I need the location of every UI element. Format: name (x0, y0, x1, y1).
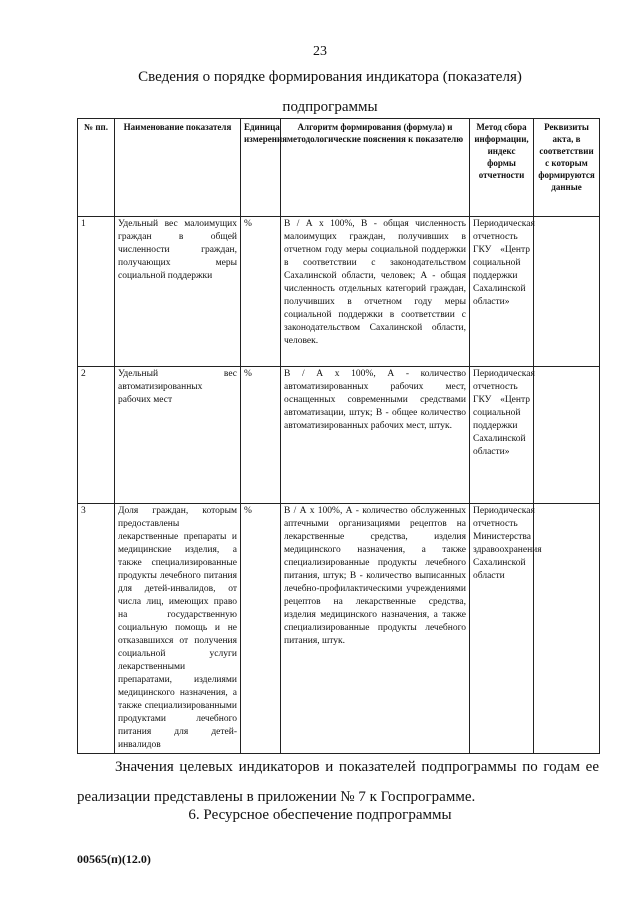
algorithm: В / А х 100%, В - общая численность малоимущих граждан, получивших в отчетном году меры социальной поддержки в соответствии с законодательством Сахалинской области, человек; А - общая численность отдельных категорий граждан, получивших в отчетном году меры социальной поддержки в соответствии с законодательством Сахалинской области, человек. (281, 217, 470, 367)
table-row (78, 504, 600, 754)
collection-method: Периодическая отчетность ГКУ «Центр социальной поддержки Сахалинской области» (470, 367, 534, 504)
indicator-name: Удельный вес автоматизированных рабочих мест (115, 367, 241, 504)
header-algorithm: Алгоритм формирования (формула) и методологические пояснения к показателю (281, 119, 470, 217)
unit: % (241, 217, 281, 367)
act-details (534, 217, 600, 367)
page-number: 23 (313, 44, 327, 59)
unit: % (241, 504, 281, 754)
header-act-details: Реквизиты акта, в соответствии с которым формируются данные (534, 119, 600, 217)
indicators-table (77, 118, 600, 754)
header-number: № пп. (78, 119, 115, 217)
section-heading: 6. Ресурсное обеспечение подпрограммы (188, 807, 452, 823)
collection-method: Периодическая отчетность Министерства здравоохранения Сахалинской области (470, 504, 534, 754)
row-number: 1 (78, 217, 115, 367)
row-number: 3 (78, 504, 115, 754)
table-row (78, 367, 600, 504)
algorithm: В / А х 100%, А - количество обслуженных аптечными организациями рецептов на лекарственные средства, изделия медицинского назначения, а также специализированные продукты лечебного питания, штук; В - количество выписанных лечебно-профилактическими учреждениями рецептов на лекарственные средства, изделия медицинского назначения, а также специализированные продукты лечебного питания, штук. (281, 504, 470, 754)
unit: % (241, 367, 281, 504)
body-paragraph: Значения целевых индикаторов и показателей подпрограммы по годам ее реализации представлены в приложении № 7 к Госпрограмме. (77, 759, 599, 805)
collection-method: Периодическая отчетность ГКУ «Центр социальной поддержки Сахалинской области» (470, 217, 534, 367)
indicator-name: Удельный вес малоимущих граждан в общей численности граждан, получающих меры социальной поддержки (115, 217, 241, 367)
indicator-name: Доля граждан, которым предоставлены лекарственные препараты и медицинские изделия, а также специализированные продукты лечебного питания для детей-инвалидов, от числа лиц, имеющих право на государственную социальную помощь и не отказавшихся от получения социальной услуги лекарственными препаратами, изделиями медицинского назначения, а также специализированными продуктами лечебного питания для детей-инвалидов (115, 504, 241, 754)
act-details (534, 504, 600, 754)
header-unit: Единица измерения (241, 119, 281, 217)
table-row (78, 217, 600, 367)
header-indicator-name: Наименование показателя (115, 119, 241, 217)
document-code: 00565(п)(12.0) (77, 852, 151, 866)
act-details (534, 367, 600, 504)
algorithm: В / А х 100%, А - количество автоматизированных рабочих мест, оснащенных современными средствами автоматизации, штук; В - общее количество автоматизированных рабочих мест, штук. (281, 367, 470, 504)
table-header-row (78, 119, 600, 217)
document-title: Сведения о порядке формирования индикатора (показателя) подпрограммы (138, 69, 522, 115)
header-collection-method: Метод сбора информации, индекс формы отчетности (470, 119, 534, 217)
row-number: 2 (78, 367, 115, 504)
